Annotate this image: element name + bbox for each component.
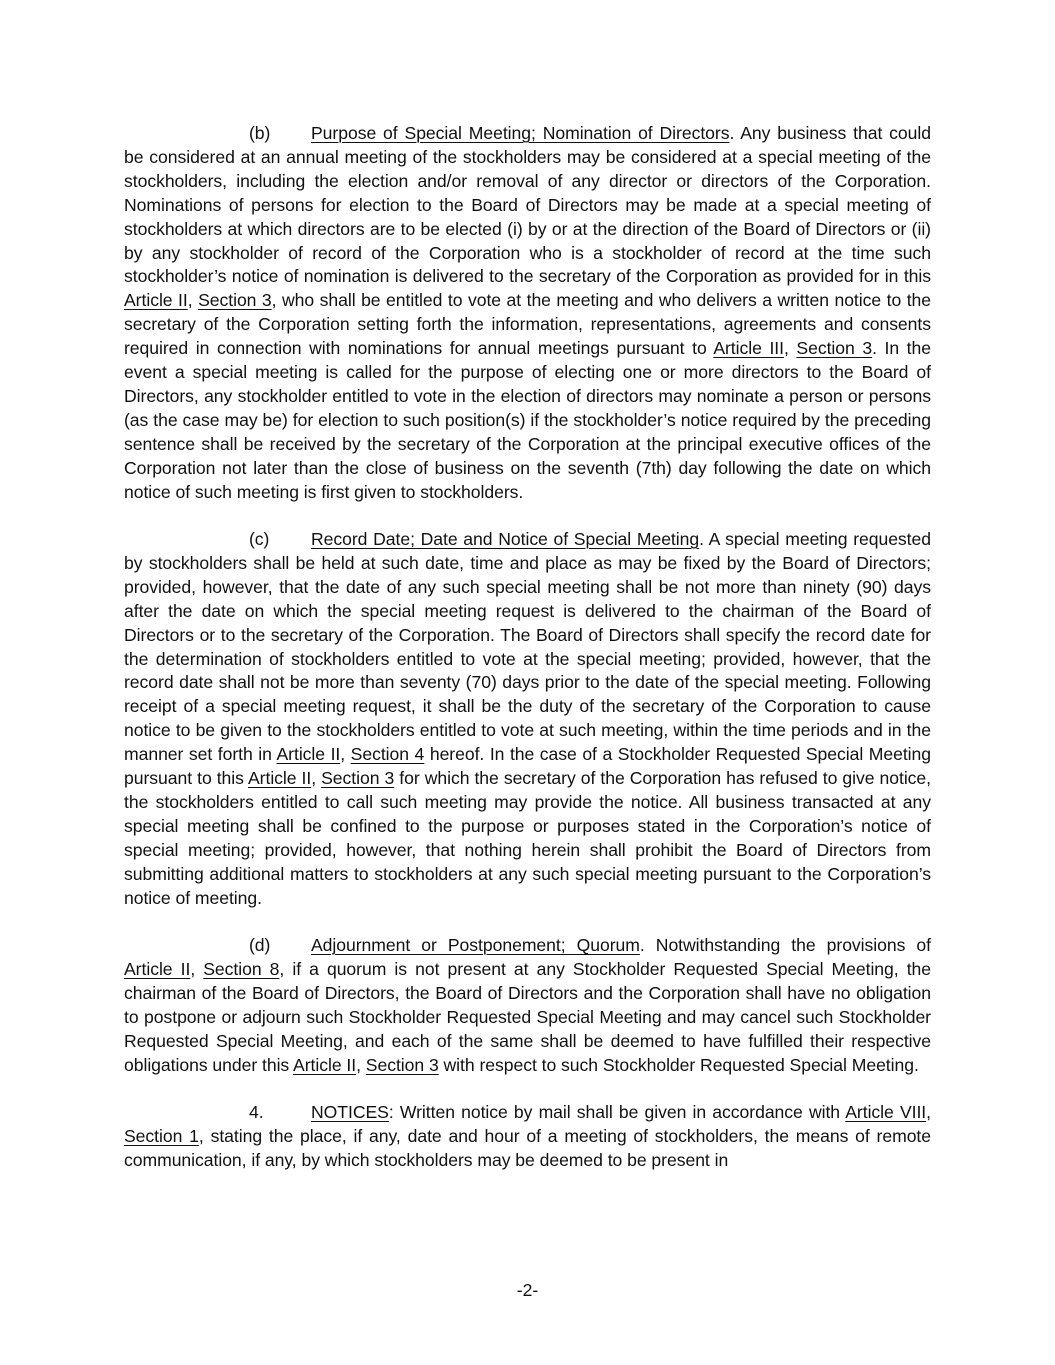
cross-reference: Article VIII xyxy=(845,1101,927,1122)
paragraph-d xyxy=(124,934,931,1077)
body-text: , xyxy=(187,290,199,311)
section-heading: NOTICES xyxy=(311,1101,389,1122)
cross-reference: Article II xyxy=(124,958,191,979)
body-text: . Any business that could be considered at an annual meeting of the stockholders may be considered at a special meeting of the stockholders, including the election and/or removal of any director or directors of the Corporation. Nominations of persons for election to the Board of Directors may be made at a special meeting of stockholders at which directors are to be elected (i) by or at the direction of the Board of Directors or (ii) by any stockholder of record of the Corporation who is a stockholder of record at the time such stockholder’s notice of nomination is delivered to the secretary of the Corporation as provided for in this xyxy=(124,123,931,287)
body-text: for which the secretary of the Corporation has refused to give notice, the stockholders entitled to call such meeting may provide the notice. All business transacted at any special meeting shall be confined to the purpose or purposes stated in the Corporation’s notice of special meeting; provided, however, that nothing herein shall prohibit the Board of Directors from submitting additional matters to stockholders at any such special meeting pursuant to the Corporation’s notice of meeting. xyxy=(124,768,931,908)
cross-reference: Section 1 xyxy=(124,1125,199,1146)
body-text: , xyxy=(190,958,204,979)
paragraph-marker: (d) xyxy=(249,935,271,955)
cross-reference: Section 3 xyxy=(321,768,395,789)
paragraph-c xyxy=(124,528,931,911)
body-text: : Written notice by mail shall be given in accordance with xyxy=(388,1101,846,1122)
body-text: . A special meeting requested by stockholders shall be held at such date, time and place as may be fixed by the Board of Directors; provided, however, that the date of any such special meeting shall be not more than ninety (90) days after the date on which the special meeting request is delivered to the chairman of the Board of Directors or to the secretary of the Corporation. The Board of Directors shall specify the record date for the determination of stockholders entitled to vote at the special meeting; provided, however, that the record date shall not be more than seventy (70) days prior to the date of the special meeting. Following receipt of a special meeting request, it shall be the duty of the secretary of the Corporation to cause notice to be given to the stockholders entitled to vote at such meeting, within the time periods and in the manner set forth in xyxy=(124,529,931,765)
document-page xyxy=(124,122,931,1196)
cross-reference: Section 3 xyxy=(198,290,272,311)
body-text: , xyxy=(356,1054,366,1075)
paragraph-marker: (c) xyxy=(249,529,270,549)
cross-reference: Section 4 xyxy=(350,744,425,765)
page-number: -2- xyxy=(516,1280,539,1300)
section-heading: Purpose of Special Meeting; Nomination of Directors xyxy=(311,123,730,143)
paragraph-b xyxy=(124,122,931,505)
section-heading: Record Date; Date and Notice of Special Meeting xyxy=(311,529,700,549)
body-text: . In the event a special meeting is called for the purpose of electing one or more directors to the Board of Directors, any stockholder entitled to vote in the election of directors may nominate a person or persons (as the case may be) for election to such position(s) if the stockholder’s notice required by the preceding sentence shall be received by the secretary of the Corporation at the principal executive offices of the Corporation not later than the close of business on the seventh (7th) day following the date on which notice of such meeting is first given to stockholders. xyxy=(124,338,931,502)
body-text: , who shall be entitled to vote at the meeting and who delivers a written notice to the secretary of the Corporation setting forth the information, representations, agreements and consents required in connection with nominations for annual meetings pursuant to xyxy=(124,290,931,359)
cross-reference: Article II xyxy=(247,768,312,789)
body-text: . Notwithstanding the provisions of xyxy=(639,935,931,955)
cross-reference: Article III xyxy=(713,338,784,359)
body-text: with respect to such Stockholder Requested Special Meeting. xyxy=(438,1054,919,1075)
section-number: 4. xyxy=(249,1101,264,1122)
body-text: , if a quorum is not present at any Stockholder Requested Special Meeting, the chairman of the Board of Directors, the Board of Directors and the Corporation shall have no obligation to postpone or adjourn such Stockholder Requested Special Meeting and may cancel such Stockholder Requested Special Meeting, and each of the same shall be deemed to have fulfilled their respective obligations under this xyxy=(124,958,932,1075)
section-heading: Adjournment or Postponement; Quorum xyxy=(311,935,640,955)
body-text: , xyxy=(340,744,351,765)
paragraph-marker: (b) xyxy=(249,123,271,143)
body-text: , xyxy=(783,338,797,359)
cross-reference: Article II xyxy=(124,290,188,311)
body-text: , xyxy=(311,768,322,789)
body-text: , stating the place, if any, date and hour of a meeting of stockholders, the means of remote communication, if any, by which stockholders may be deemed to be present in xyxy=(124,1125,932,1170)
cross-reference: Section 8 xyxy=(203,958,280,979)
paragraph-notices xyxy=(124,1101,931,1173)
cross-reference: Section 3 xyxy=(796,338,873,359)
cross-reference: Article II xyxy=(293,1054,357,1075)
cross-reference: Section 3 xyxy=(365,1054,439,1075)
body-text: , xyxy=(926,1101,931,1122)
body-text: hereof. In the case of a Stockholder Requested Special Meeting pursuant to this xyxy=(124,744,932,789)
cross-reference: Article II xyxy=(276,744,341,765)
